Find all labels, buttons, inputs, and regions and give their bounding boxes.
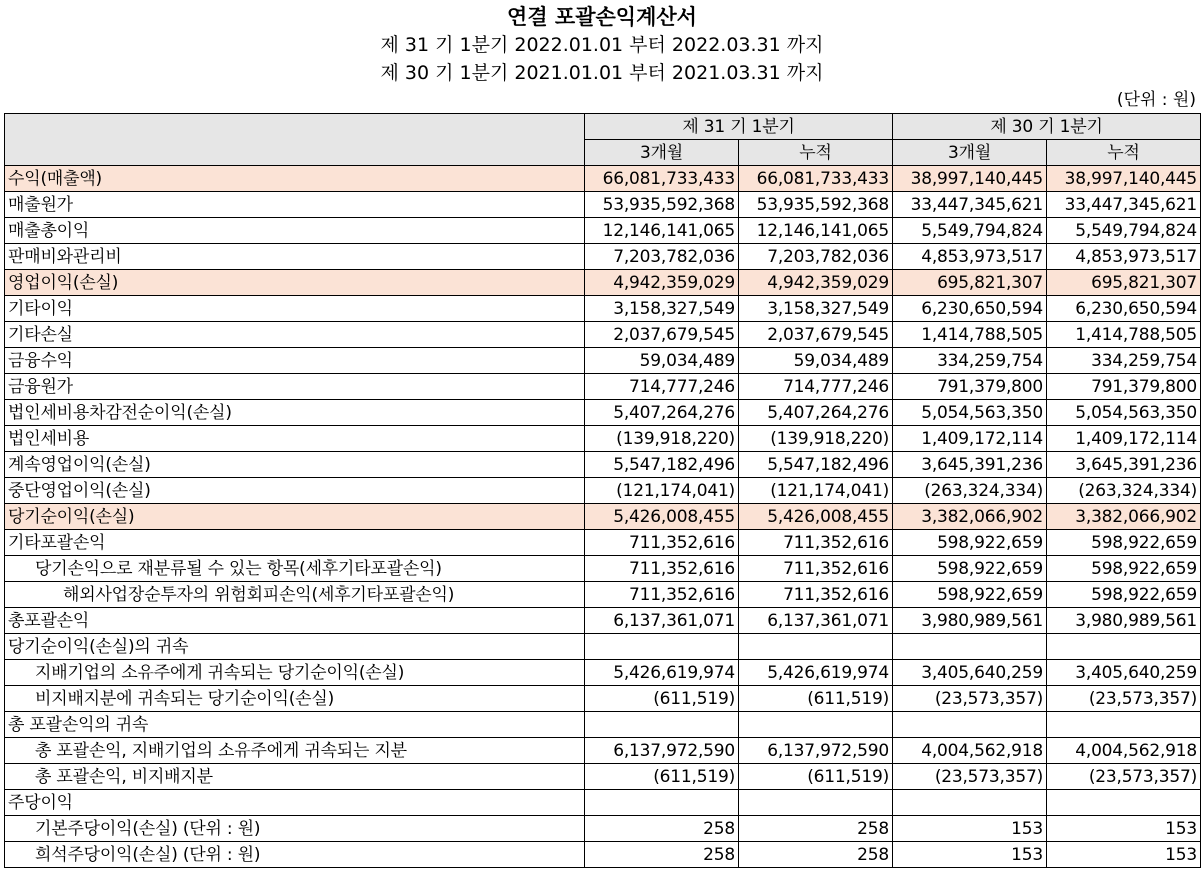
value-prior-3m	[893, 790, 1047, 816]
table-row	[5, 270, 1201, 296]
value-current-3m: 714,777,246	[585, 374, 739, 400]
value-prior-cum: 153	[1047, 842, 1201, 868]
value-current-3m: 59,034,489	[585, 348, 739, 374]
value-current-3m	[585, 790, 739, 816]
table-row	[5, 582, 1201, 608]
value-prior-cum	[1047, 634, 1201, 660]
value-current-cum: 4,942,359,029	[739, 270, 893, 296]
value-prior-cum: 334,259,754	[1047, 348, 1201, 374]
value-current-3m	[585, 712, 739, 738]
unit-label: (단위 : 원)	[1116, 90, 1196, 110]
value-current-cum	[739, 634, 893, 660]
value-current-cum: 2,037,679,545	[739, 322, 893, 348]
value-current-cum: 59,034,489	[739, 348, 893, 374]
period-prior: 제 30 기 1분기 2021.01.01 부터 2021.03.31 까지	[380, 62, 824, 84]
value-prior-cum	[1047, 790, 1201, 816]
row-label: 당기순이익(손실)의 귀속	[5, 634, 585, 660]
value-current-3m: 53,935,592,368	[585, 192, 739, 218]
table-row	[5, 296, 1201, 322]
header-current-3m: 3개월	[585, 140, 739, 166]
row-label: 희석주당이익(손실) (단위 : 원)	[5, 842, 585, 868]
value-prior-cum: 3,382,066,902	[1047, 504, 1201, 530]
value-prior-cum: 5,054,563,350	[1047, 400, 1201, 426]
value-prior-3m: (23,573,357)	[893, 686, 1047, 712]
value-prior-3m: 334,259,754	[893, 348, 1047, 374]
statement-title: 연결 포괄손익계산서	[507, 5, 697, 29]
value-prior-3m	[893, 634, 1047, 660]
table-row	[5, 556, 1201, 582]
row-label: 당기순이익(손실)	[5, 504, 585, 530]
row-label: 매출원가	[5, 192, 585, 218]
value-prior-cum: 3,980,989,561	[1047, 608, 1201, 634]
value-prior-3m: (23,573,357)	[893, 764, 1047, 790]
value-current-3m: 12,146,141,065	[585, 218, 739, 244]
value-prior-3m: 3,382,066,902	[893, 504, 1047, 530]
value-prior-3m: 1,409,172,114	[893, 426, 1047, 452]
row-label: 기타포괄손익	[5, 530, 585, 556]
value-prior-3m: 598,922,659	[893, 582, 1047, 608]
value-prior-3m: 6,230,650,594	[893, 296, 1047, 322]
value-prior-cum: (263,324,334)	[1047, 478, 1201, 504]
table-row	[5, 374, 1201, 400]
row-label: 금융수익	[5, 348, 585, 374]
value-current-cum: (611,519)	[739, 686, 893, 712]
value-current-3m: 711,352,616	[585, 556, 739, 582]
value-current-3m: 5,547,182,496	[585, 452, 739, 478]
row-label: 매출총이익	[5, 218, 585, 244]
table-row	[5, 608, 1201, 634]
value-prior-3m	[893, 712, 1047, 738]
value-prior-cum: 3,405,640,259	[1047, 660, 1201, 686]
header-prior-3m: 3개월	[893, 140, 1047, 166]
value-current-cum: 3,158,327,549	[739, 296, 893, 322]
value-current-3m: 6,137,361,071	[585, 608, 739, 634]
value-current-3m: (121,174,041)	[585, 478, 739, 504]
value-current-cum: 53,935,592,368	[739, 192, 893, 218]
table-row	[5, 686, 1201, 712]
row-label: 총포괄손익	[5, 608, 585, 634]
value-prior-cum: (23,573,357)	[1047, 764, 1201, 790]
row-label: 비지배지분에 귀속되는 당기순이익(손실)	[5, 686, 585, 712]
table-row	[5, 764, 1201, 790]
value-current-cum: 711,352,616	[739, 556, 893, 582]
row-label: 총 포괄손익, 비지배지분	[5, 764, 585, 790]
value-prior-3m: (263,324,334)	[893, 478, 1047, 504]
value-current-3m	[585, 634, 739, 660]
table-row	[5, 790, 1201, 816]
value-current-cum: 5,547,182,496	[739, 452, 893, 478]
value-current-cum: (121,174,041)	[739, 478, 893, 504]
row-label: 판매비와관리비	[5, 244, 585, 270]
table-row	[5, 218, 1201, 244]
value-current-3m: 258	[585, 816, 739, 842]
table-row	[5, 322, 1201, 348]
value-current-3m: 711,352,616	[585, 582, 739, 608]
value-current-3m: 4,942,359,029	[585, 270, 739, 296]
value-current-3m: 66,081,733,433	[585, 166, 739, 192]
table-row	[5, 452, 1201, 478]
row-label: 지배기업의 소유주에게 귀속되는 당기순이익(손실)	[5, 660, 585, 686]
value-prior-3m: 5,549,794,824	[893, 218, 1047, 244]
value-prior-cum: 3,645,391,236	[1047, 452, 1201, 478]
table-row	[5, 192, 1201, 218]
value-current-cum: (611,519)	[739, 764, 893, 790]
value-current-3m: 5,426,008,455	[585, 504, 739, 530]
value-prior-cum: 598,922,659	[1047, 530, 1201, 556]
value-current-3m: 3,158,327,549	[585, 296, 739, 322]
row-label: 중단영업이익(손실)	[5, 478, 585, 504]
value-prior-3m: 598,922,659	[893, 556, 1047, 582]
value-current-3m: (611,519)	[585, 764, 739, 790]
income-statement-table	[4, 113, 1201, 868]
value-prior-3m: 5,054,563,350	[893, 400, 1047, 426]
value-current-cum: 258	[739, 842, 893, 868]
value-current-cum: (139,918,220)	[739, 426, 893, 452]
value-prior-3m: 3,405,640,259	[893, 660, 1047, 686]
table-row	[5, 842, 1201, 868]
value-current-cum: 12,146,141,065	[739, 218, 893, 244]
row-label: 영업이익(손실)	[5, 270, 585, 296]
value-prior-cum: 791,379,800	[1047, 374, 1201, 400]
value-current-3m: 7,203,782,036	[585, 244, 739, 270]
header-prior-cum: 누적	[1047, 140, 1201, 166]
period-current: 제 31 기 1분기 2022.01.01 부터 2022.03.31 까지	[380, 34, 824, 56]
value-prior-cum: 1,414,788,505	[1047, 322, 1201, 348]
header-current-period: 제 31 기 1분기	[585, 114, 893, 140]
table-row	[5, 712, 1201, 738]
value-current-cum: 5,426,008,455	[739, 504, 893, 530]
value-current-cum: 6,137,361,071	[739, 608, 893, 634]
table-row	[5, 166, 1201, 192]
value-prior-cum: 1,409,172,114	[1047, 426, 1201, 452]
value-current-3m: 5,407,264,276	[585, 400, 739, 426]
value-current-3m: 5,426,619,974	[585, 660, 739, 686]
row-label: 기본주당이익(손실) (단위 : 원)	[5, 816, 585, 842]
value-current-cum: 6,137,972,590	[739, 738, 893, 764]
table-row	[5, 348, 1201, 374]
row-label: 수익(매출액)	[5, 166, 585, 192]
table-row	[5, 738, 1201, 764]
row-label: 주당이익	[5, 790, 585, 816]
value-current-cum	[739, 712, 893, 738]
value-prior-cum: 6,230,650,594	[1047, 296, 1201, 322]
value-prior-cum: 695,821,307	[1047, 270, 1201, 296]
table-row	[5, 244, 1201, 270]
value-current-cum: 258	[739, 816, 893, 842]
row-label: 법인세비용	[5, 426, 585, 452]
value-current-3m: (139,918,220)	[585, 426, 739, 452]
value-prior-cum	[1047, 712, 1201, 738]
row-label: 당기손익으로 재분류될 수 있는 항목(세후기타포괄손익)	[5, 556, 585, 582]
value-prior-cum: 33,447,345,621	[1047, 192, 1201, 218]
value-current-3m: 711,352,616	[585, 530, 739, 556]
value-prior-cum: 4,853,973,517	[1047, 244, 1201, 270]
table-row	[5, 634, 1201, 660]
value-current-3m: 6,137,972,590	[585, 738, 739, 764]
value-prior-cum: 598,922,659	[1047, 556, 1201, 582]
table-row	[5, 400, 1201, 426]
table-row	[5, 478, 1201, 504]
value-current-cum: 711,352,616	[739, 582, 893, 608]
value-prior-3m: 153	[893, 816, 1047, 842]
row-label: 법인세비용차감전순이익(손실)	[5, 400, 585, 426]
value-prior-3m: 153	[893, 842, 1047, 868]
table-row	[5, 504, 1201, 530]
value-prior-cum: (23,573,357)	[1047, 686, 1201, 712]
value-prior-cum: 4,004,562,918	[1047, 738, 1201, 764]
table-row	[5, 816, 1201, 842]
row-label: 기타이익	[5, 296, 585, 322]
table-row	[5, 660, 1201, 686]
value-current-3m: (611,519)	[585, 686, 739, 712]
row-label: 금융원가	[5, 374, 585, 400]
value-prior-3m: 4,004,562,918	[893, 738, 1047, 764]
row-label: 총 포괄손익의 귀속	[5, 712, 585, 738]
value-prior-3m: 3,645,391,236	[893, 452, 1047, 478]
value-current-cum: 5,407,264,276	[739, 400, 893, 426]
value-prior-3m: 598,922,659	[893, 530, 1047, 556]
value-prior-cum: 5,549,794,824	[1047, 218, 1201, 244]
value-prior-3m: 791,379,800	[893, 374, 1047, 400]
value-prior-cum: 153	[1047, 816, 1201, 842]
header-current-cum: 누적	[739, 140, 893, 166]
value-prior-3m: 695,821,307	[893, 270, 1047, 296]
row-label: 해외사업장순투자의 위험회피손익(세후기타포괄손익)	[5, 582, 585, 608]
value-current-cum: 66,081,733,433	[739, 166, 893, 192]
value-prior-3m: 33,447,345,621	[893, 192, 1047, 218]
value-current-cum	[739, 790, 893, 816]
value-current-3m: 2,037,679,545	[585, 322, 739, 348]
header-blank	[5, 114, 585, 166]
row-label: 계속영업이익(손실)	[5, 452, 585, 478]
value-prior-cum: 598,922,659	[1047, 582, 1201, 608]
value-prior-3m: 3,980,989,561	[893, 608, 1047, 634]
table-row	[5, 530, 1201, 556]
row-label: 총 포괄손익, 지배기업의 소유주에게 귀속되는 지분	[5, 738, 585, 764]
value-prior-cum: 38,997,140,445	[1047, 166, 1201, 192]
value-current-cum: 714,777,246	[739, 374, 893, 400]
value-current-3m: 258	[585, 842, 739, 868]
row-label: 기타손실	[5, 322, 585, 348]
value-prior-3m: 1,414,788,505	[893, 322, 1047, 348]
value-current-cum: 7,203,782,036	[739, 244, 893, 270]
value-current-cum: 5,426,619,974	[739, 660, 893, 686]
value-prior-3m: 4,853,973,517	[893, 244, 1047, 270]
value-prior-3m: 38,997,140,445	[893, 166, 1047, 192]
header-prior-period: 제 30 기 1분기	[893, 114, 1201, 140]
value-current-cum: 711,352,616	[739, 530, 893, 556]
table-row	[5, 426, 1201, 452]
